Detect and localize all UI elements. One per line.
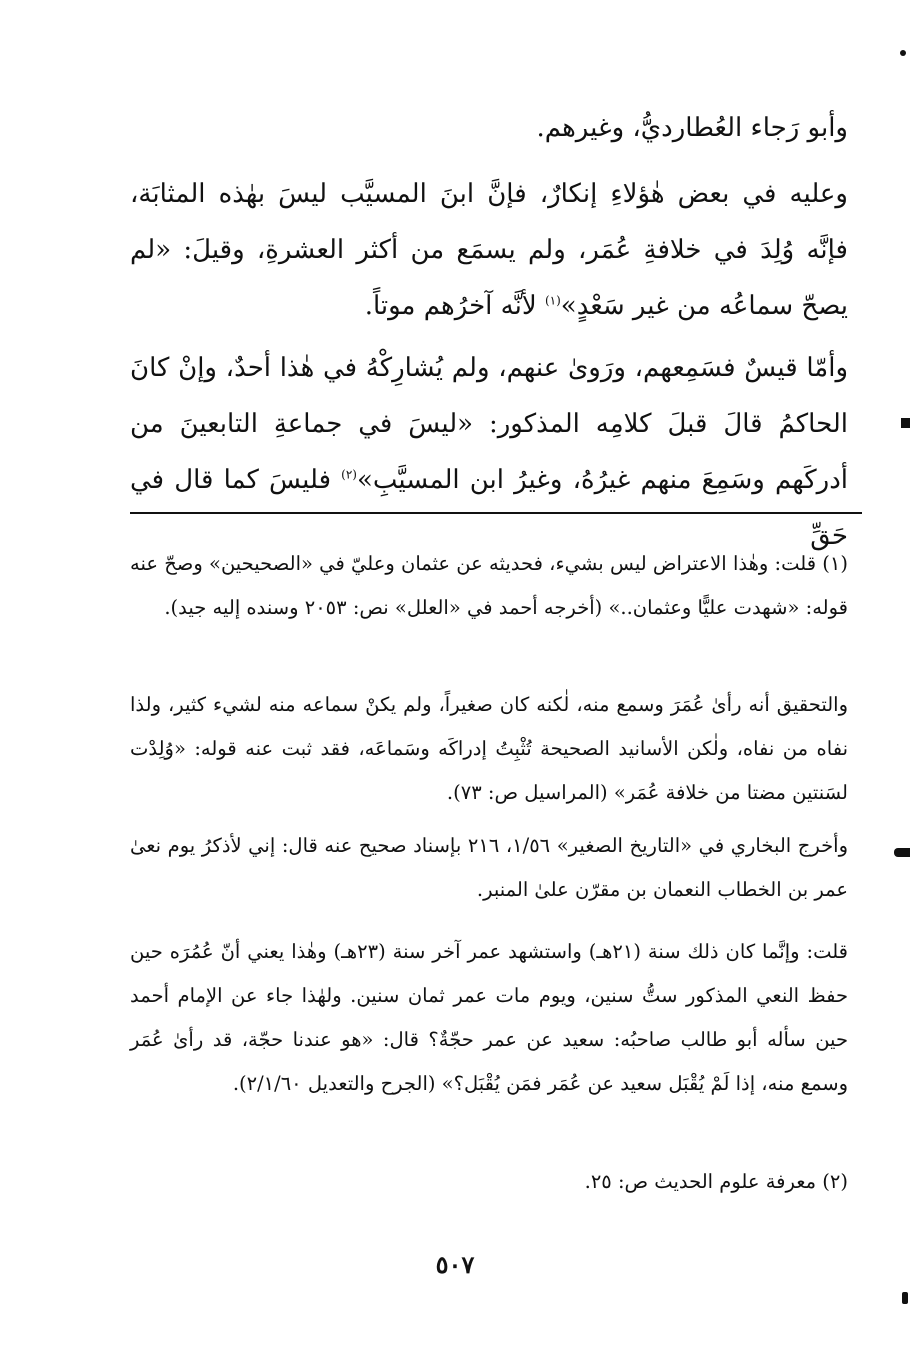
main-text-line-1 — [130, 100, 848, 156]
footnote-1-conclusion: قلت: وإنَّما كان ذلك سنة (٢١هـ) واستشهد عمر آخر سنة (٢٣هـ) وهٰذا يعني أنّ عُمُرَه حين حفظ النعي المذكور ستُّ سنين، ويوم مات عمر ثمان سنين. ولهٰذا جاء عن الإمام أحمد حين سأله أبو طالب صاحبُه: سعيد عن عمر حجّةٌ؟ قال: «هو عندنا حجّة، قد رأىٰ عُمَر وسمع منه، إذا لَمْ يُقْبَل سعيد عن عُمَر فمَن يُقْبَل؟» (الجرح والتعديل ٢/١/٦٠). — [130, 940, 848, 1095]
footnote-2 — [130, 1160, 848, 1204]
paragraph-3-body: وأمّا قيسٌ فسَمِعهم، ورَوىٰ عنهم، ولم يُشارِكْهُ في هٰذا أحدٌ، وإنْ كانَ الحاكمُ قالَ قبلَ كلامِه المذكور: «ليسَ في جماعةِ التابعينَ من أدركَهم وسَمِعَ منهم غيرُهُ، وغيرُ ابن المسيَّبِ» — [130, 353, 848, 495]
scan-mark-dot — [900, 50, 906, 56]
footnote-1-bukhari: وأخرج البخاري في «التاريخ الصغير» ١/٥٦، ٢١٦ بإسناد صحيح عنه قال: إني لأذكرُ يوم نعىٰ عمر بن الخطاب النعمان بن مقرّن علىٰ المنبر. — [130, 834, 848, 901]
main-text-paragraph-2 — [130, 166, 848, 334]
footnote-1-continuation-a — [130, 683, 848, 815]
paragraph-3 — [130, 340, 848, 564]
footnote-1-verification: والتحقيق أنه رأىٰ عُمَرَ وسمع منه، لٰكنه كان صغيراً، ولم يكنْ سماعه منه لشيء كثير، ولذا نفاه من نفاه، ولٰكن الأسانيد الصحيحة تُثْبِتُ إدراكَه وسَماعَه، فقد ثبت عنه قوله: «وُلِدْت لسَنتين مضتا من خلافة عُمَر» (المراسيل ص: ٧٣). — [130, 693, 848, 804]
footnote-1-continuation-b — [130, 824, 848, 912]
paragraph-1: وأبو رَجاء العُطارديُّ، وغيرهم. — [536, 113, 848, 143]
footnote-separator — [130, 512, 862, 514]
footnote-ref-1[interactable]: (١) — [544, 293, 561, 308]
footnote-2-text: (٢) معرفة علوم الحديث ص: ٢٥. — [584, 1170, 848, 1193]
footnote-1-continuation-c — [130, 930, 848, 1106]
paragraph-3-end: فليسَ كما قال في حَقِّ — [130, 465, 848, 551]
footnote-1 — [130, 542, 848, 630]
footnote-1-text: (١) قلت: وهٰذا الاعتراض ليس بشيء، فحديثه عن عثمان وعليّ في «الصحيحين» وصحّ عنه قوله: «شهدت عليًّا وعثمان..» (أخرجه أحمد في «العلل» نص: ٢٠٥٣ وسنده إليه جيد). — [130, 552, 848, 619]
scan-mark-arrow — [894, 848, 910, 857]
paragraph-2-end: لأنَّه آخرُهم موتاً. — [364, 291, 545, 321]
paragraph-2-body: وعليه في بعض هٰؤلاءِ إنكارٌ، فإنَّ ابنَ المسيَّب ليسَ بهٰذه المثابَة، فإنَّه وُلِدَ في خلافةِ عُمَر، ولم يسمَع من أكثر العشرةِ، وقيلَ: «لم يصحّ سماعُه من غير سَعْدٍ» — [130, 179, 848, 321]
scan-mark-bar — [902, 1292, 908, 1304]
page-number: ٥٠٧ — [435, 1250, 475, 1279]
footnote-ref-2[interactable]: (٢) — [341, 467, 357, 482]
paragraph-2 — [130, 166, 848, 334]
scan-mark-square — [901, 418, 910, 428]
main-text-paragraph-3 — [130, 340, 848, 564]
